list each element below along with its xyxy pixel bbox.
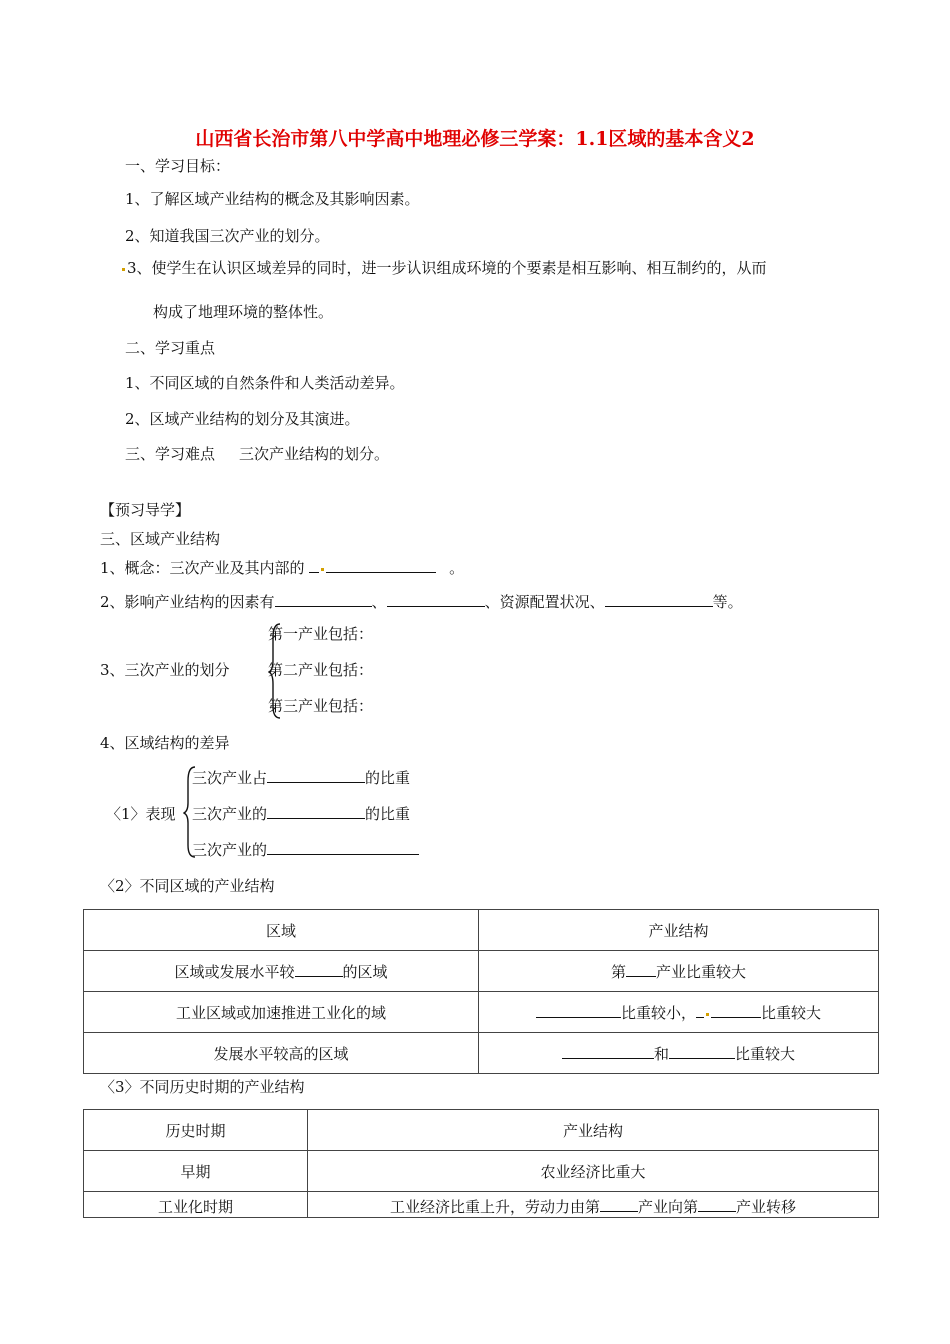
performance-blank-1[interactable] [267, 767, 365, 783]
factors-line [100, 591, 743, 612]
table-row [84, 951, 879, 992]
table-blank[interactable] [669, 1043, 735, 1059]
table2-caption: 〈3〉不同历史时期的产业结构 [100, 1078, 305, 1096]
objective-1: 1、了解区域产业结构的概念及其影响因素。 [125, 190, 420, 208]
factor-blank-3[interactable] [605, 591, 713, 607]
table-cell: 工业化时期 [84, 1192, 308, 1218]
performance-label: 〈1〉表现 [106, 805, 176, 823]
table-cell: 早期 [84, 1151, 308, 1192]
preview-heading: 【预习导学】 [100, 501, 191, 519]
key-point-1: 1、不同区域的自然条件和人类活动差异。 [125, 374, 405, 392]
performance-suffix: 的比重 [365, 805, 411, 823]
table-blank[interactable] [698, 1196, 736, 1212]
key-points-heading: 二、学习重点 [125, 339, 216, 357]
performance-blank-2[interactable] [267, 803, 365, 819]
table-header-row [84, 1110, 879, 1151]
key-point-2: 2、区域产业结构的划分及其演进。 [125, 410, 360, 428]
table-blank[interactable] [536, 1002, 621, 1018]
table-cell: 和 比重较大 [479, 1033, 879, 1074]
table-blank[interactable] [295, 961, 343, 977]
objective-3-continued: 构成了地理环境的整体性。 [153, 303, 334, 321]
performance-prefix: 三次产业占 [192, 769, 268, 787]
concept-suffix: 。 [449, 559, 465, 577]
factors-suffix: 等。 [712, 593, 743, 611]
table-cell: 工业区域或加速推进工业化的域 [84, 992, 479, 1033]
concept-prefix: 1、概念：三次产业及其内部的 [100, 559, 305, 577]
difference-heading: 4、区域结构的差异 [100, 734, 230, 752]
division-item-2: 第二产业包括： [268, 661, 374, 679]
factors-sep-2: 、资源配置状况、 [484, 593, 605, 611]
page-title: 山西省长治市第八中学高中地理必修三学案：1.1区域的基本含义2 [195, 128, 755, 150]
region-structure-table [83, 909, 879, 1074]
factors-prefix: 2、影响产业结构的因素有 [100, 593, 275, 611]
table-blank[interactable] [711, 1002, 761, 1018]
division-item-3: 第三产业包括： [268, 697, 374, 715]
table1-caption: 〈2〉不同区域的产业结构 [100, 877, 275, 895]
factor-blank-2[interactable] [387, 591, 485, 607]
table-blank[interactable] [562, 1043, 654, 1059]
table-header: 产业结构 [479, 910, 879, 951]
table-cell: 农业经济比重大 [308, 1151, 879, 1192]
table-row [84, 1033, 879, 1074]
table-blank[interactable] [600, 1196, 638, 1212]
concept-line [100, 557, 464, 578]
table-row [84, 1151, 879, 1192]
difficulty-heading: 三、学习难点 [125, 445, 216, 463]
objectives-heading: 一、学习目标： [125, 157, 231, 175]
factors-sep-1: 、 [371, 593, 387, 611]
table-row [84, 1192, 879, 1218]
table-cell: 发展水平较高的区域 [84, 1033, 479, 1074]
section-heading: 三、区域产业结构 [100, 530, 221, 548]
difficulty-line [125, 444, 389, 464]
table-header: 产业结构 [308, 1110, 879, 1151]
objective-3-text: 3、使学生在认识区域差异的同时，进一步认识组成环境的个要素是相互影响、相互制约的，从而 [127, 259, 767, 277]
marker-dot [122, 268, 125, 271]
performance-item-2 [192, 803, 410, 824]
table-cell: 工业经济比重上升，劳动力由第 产业向第 产业转移 [308, 1192, 879, 1218]
table-header: 区域 [84, 910, 479, 951]
table-cell: 区域或发展水平较 的区域 [84, 951, 479, 992]
table-cell: 第 产业比重较大 [479, 951, 879, 992]
performance-prefix: 三次产业的 [192, 805, 268, 823]
history-structure-table [83, 1109, 879, 1218]
table-blank[interactable] [626, 961, 656, 977]
objective-2: 2、知道我国三次产业的划分。 [125, 227, 330, 245]
table-header: 历史时期 [84, 1110, 308, 1151]
factor-blank-1[interactable] [275, 591, 372, 607]
performance-item-3 [192, 839, 419, 860]
difficulty-text: 三次产业结构的划分。 [239, 445, 390, 463]
performance-suffix: 的比重 [365, 769, 411, 787]
marker-dot [706, 1013, 709, 1016]
table-header-row [84, 910, 879, 951]
division-label: 3、三次产业的划分 [100, 661, 230, 679]
performance-prefix: 三次产业的 [192, 841, 268, 859]
performance-item-1 [192, 767, 410, 788]
table-row [84, 992, 879, 1033]
table-cell: 比重较小， 比重较大 [479, 992, 879, 1033]
performance-blank-3[interactable] [267, 839, 419, 855]
concept-blank[interactable] [326, 557, 436, 573]
division-item-1: 第一产业包括： [268, 625, 374, 643]
objective-3 [120, 258, 767, 278]
marker-dot [321, 568, 324, 571]
